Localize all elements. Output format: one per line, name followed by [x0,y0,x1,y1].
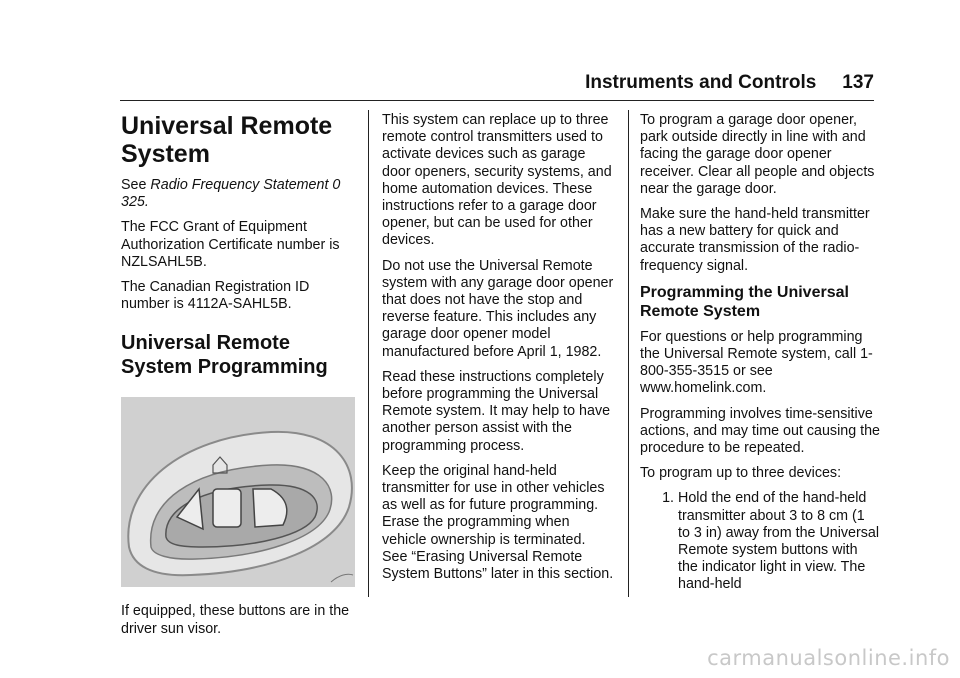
time-sensitive-paragraph: Programming involves time-sensitive actions, and may time out causing the procedure to be repeated. [640,405,881,457]
section-title: Universal Remote System [121,112,333,168]
column-divider-1 [368,110,369,597]
programming-steps-list [640,490,880,593]
see-reference-page[interactable]: 325. [121,194,149,211]
read-instructions-paragraph: Read these instructions completely before programming the Universal Remote system. It may help to have another person assist with the programming process. [382,368,611,454]
help-contact-paragraph: For questions or help programming the Universal Remote system, call 1-800-355-3515 or see www.homelink.com. [640,328,873,397]
programming-heading: Universal Remote System Programming [121,332,328,379]
park-outside-paragraph: To program a garage door opener, park outside directly in line with and facing the garage door opener receiver. Clear all people and objects near the garage door. [640,112,875,197]
stop-reverse-warning-paragraph: Do not use the Universal Remote system with any garage door opener that does not have the stop and reverse feature. This includes any garage door opener model manufactured before April 1, 1982. [382,257,614,360]
page-number: 137 [842,72,874,93]
page-ref-arrow-icon: 0 [332,177,341,193]
column-3 [640,112,880,594]
see-reference: See Radio Frequency Statement 0 325. [121,177,341,211]
keep-transmitter-paragraph: Keep the original hand-held transmitter for use in other vehicles as well as for future programming. Erase the programming when vehicle ownership is terminated. See “Erasing Universal Remote System Buttons” later in this section. [382,462,614,583]
figure-caption: If equipped, these buttons are in the driver sun visor. [121,603,350,637]
column-divider-2 [628,110,629,597]
sun-visor-buttons-figure [121,397,355,587]
programming-subheading: Programming the Universal Remote System [640,283,849,320]
column-1 [121,112,357,646]
column-2 [382,112,614,591]
see-reference-link[interactable]: Radio Frequency Statement [150,177,329,193]
watermark-text: carmanualsonline.info [707,646,950,670]
program-devices-intro: To program up to three devices: [640,465,842,482]
system-overview-paragraph: This system can replace up to three remote control transmitters used to activate devices such as garage door openers, security systems, and home automation devices. These instructions refer to a garage door opener, but can be used for other devices. [382,112,612,249]
header-rule [120,100,874,101]
universal-remote-buttons-illustration [121,397,355,587]
battery-paragraph: Make sure the hand-held transmitter has a new battery for quick and accurate transmission of the radio-frequency signal. [640,206,870,274]
canadian-id-paragraph: The Canadian Registration ID number is 4112A-SAHL5B. [121,279,310,313]
header-section-title: Instruments and Controls [585,72,817,93]
fcc-paragraph: The FCC Grant of Equipment Authorization Certificate number is NZLSAHL5B. [121,219,340,270]
page-header [585,72,874,94]
programming-step-1: 1. Hold the end of the hand-held transmitter about 3 to 8 cm (1 to 3 in) away from the Universal Remote system buttons with the indicator light in view. The hand-held [678,490,880,593]
